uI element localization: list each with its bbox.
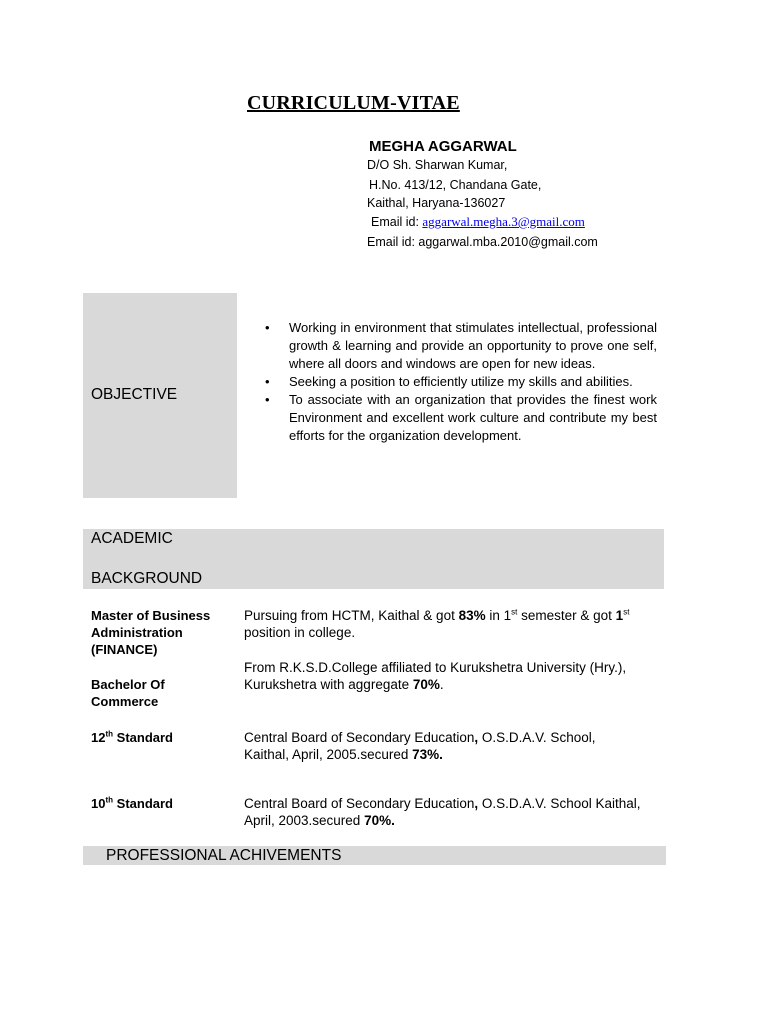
degree-bcom: Bachelor Of Commerce: [91, 677, 165, 709]
objective-item: [262, 391, 657, 445]
professional-heading: PROFESSIONAL ACHIVEMENTS: [106, 847, 342, 864]
address-line-3: Kaithal, Haryana-136027: [367, 196, 506, 210]
degree-12th-details: Central Board of Secondary Education, O.S.D.A.V. School, Kaithal, April, 2005.secured 73%.: [244, 730, 596, 762]
address-line-2: H.No. 413/12, Chandana Gate,: [369, 178, 542, 192]
objective-item-text: To associate with an organization that provides the finest work Environment and excellent work culture and contribute my best efforts for the organization development.: [289, 392, 657, 443]
bullet-icon: •: [265, 374, 270, 389]
bullet-icon: •: [265, 392, 270, 407]
objective-heading: OBJECTIVE: [91, 386, 178, 403]
degree-mba: Master of Business Administration (FINANCE): [91, 608, 211, 657]
email-prefix: Email id:: [371, 215, 423, 229]
email-link[interactable]: aggarwal.megha.3@gmail.com: [422, 214, 585, 229]
document-title: CURRICULUM-VITAE: [247, 92, 460, 114]
degree-12th: 12th Standard: [91, 729, 173, 745]
degree-10th-details: Central Board of Secondary Education, O.S.D.A.V. School Kaithal, April, 2003.secured 70%.: [244, 796, 641, 828]
bullet-icon: •: [265, 320, 270, 335]
email-line-2: Email id: aggarwal.mba.2010@gmail.com: [367, 235, 598, 249]
academic-heading-line-1: ACADEMIC: [91, 530, 173, 547]
degree-bcom-details: From R.K.S.D.College affiliated to Kurukshetra University (Hry.), Kurukshetra with aggregate 70%.: [244, 660, 627, 692]
academic-heading-line-2: BACKGROUND: [91, 570, 203, 587]
email-line-1: [371, 214, 585, 230]
objective-item: [262, 373, 657, 391]
objective-item-text: Working in environment that stimulates intellectual, professional growth & learning and provide an opportunity to prove one self, where all doors and windows are open for new ideas.: [289, 320, 657, 371]
objective-item: [262, 319, 657, 373]
objective-item-text: Seeking a position to efficiently utilize my skills and abilities.: [289, 374, 633, 389]
objective-list: [262, 319, 657, 445]
degree-10th: 10th Standard: [91, 795, 173, 811]
candidate-name: MEGHA AGGARWAL: [369, 138, 517, 155]
degree-mba-details: Pursuing from HCTM, Kaithal & got 83% in 1st semester & got 1st position in college.: [244, 607, 630, 640]
address-line-1: D/O Sh. Sharwan Kumar,: [367, 158, 508, 172]
